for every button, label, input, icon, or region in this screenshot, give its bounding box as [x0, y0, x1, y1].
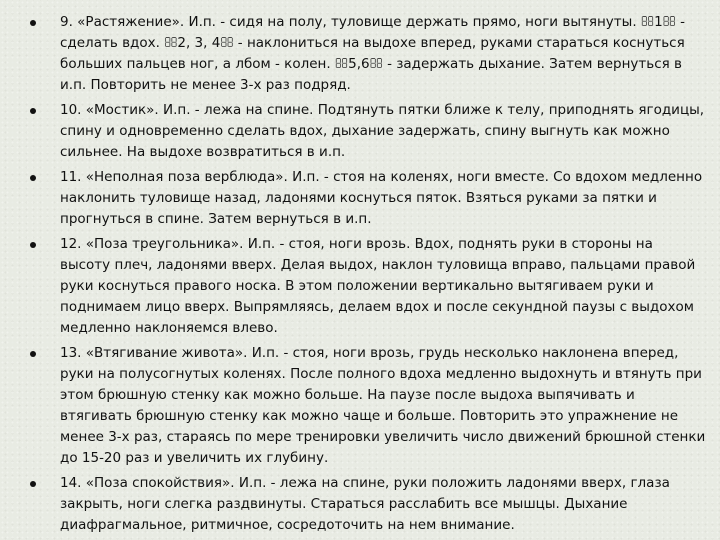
bullet-icon: [30, 108, 36, 114]
bullet-icon: [30, 242, 36, 248]
exercise-list: [30, 12, 706, 536]
exercise-text: 10. «Мостик». И.п. - лежа на спине. Подтянуть пятки ближе к телу, приподнять ягодицы, спину и одновременно сделать вдох, дыхание задержать, спину выгнуть как можно сильнее. На выдохе возвратиться в и.п.: [60, 102, 705, 160]
exercise-text: 12. «Поза треугольника». И.п. - стоя, ноги врозь. Вдох, поднять руки в стороны на высоту плеч, ладонями вверх. Делая выдох, наклон туловища вправо, пальцами правой руки коснуться правого носка. В этом положении вертикально вытягиваем руки и поднимаем лицо вверх. Выпрямляясь, делаем вдох и после секундной паузы с выдохом медленно наклоняемся влево.: [60, 236, 696, 336]
exercise-text: 13. «Втягивание живота». И.п. - стоя, ноги врозь, грудь несколько наклонена вперед, руки на полусогнутых коленях. После полного вдоха медленно выдохнуть и втянуть при этом брюшную стенку как можно больше. На паузе после выдоха выпячивать и втягивать брюшную стенку как можно чаще и больше. Повторить это упражнение не менее 3-х раз, стараясь по мере тренировки увеличить число движений брюшной стенки до 15-20 раз и увеличить их глубину.: [60, 345, 706, 466]
list-item: [30, 234, 706, 339]
bullet-icon: [30, 481, 36, 487]
exercise-text: 11. «Неполная поза верблюда». И.п. - стоя на коленях, ноги вместе. Со вдохом медленно наклонить туловище назад, ладонями коснуться пяток. Взяться руками за пятки и прогнуться в спине. Затем вернуться в и.п.: [60, 169, 703, 227]
bullet-icon: [30, 175, 36, 181]
exercise-text: 9. «Растяжение». И.п. - сидя на полу, туловище держать прямо, ноги вытянуты. 1 - сделать вдох. 2, 3, 4 - наклониться на выдохе вперед, руками стараться коснуться больших пальцев ног, а лбом - колен. 5,6 - задержать дыхание. Затем вернуться в и.п. Повторить не менее 3-х раз подряд.: [60, 14, 687, 93]
list-item: [30, 343, 706, 469]
bullet-icon: [30, 20, 36, 26]
list-item: [30, 167, 706, 230]
list-item: [30, 473, 706, 536]
list-item: [30, 100, 706, 163]
list-item: [30, 12, 706, 96]
bullet-icon: [30, 351, 36, 357]
exercise-text: 14. «Поза спокойствия». И.п. - лежа на спине, руки положить ладонями вверх, глаза закрыть, ноги слегка раздвинуты. Стараться расслабить все мышцы. Дыхание диафрагмальное, ритмичное, сосредоточить на нем внимание.: [60, 475, 670, 533]
